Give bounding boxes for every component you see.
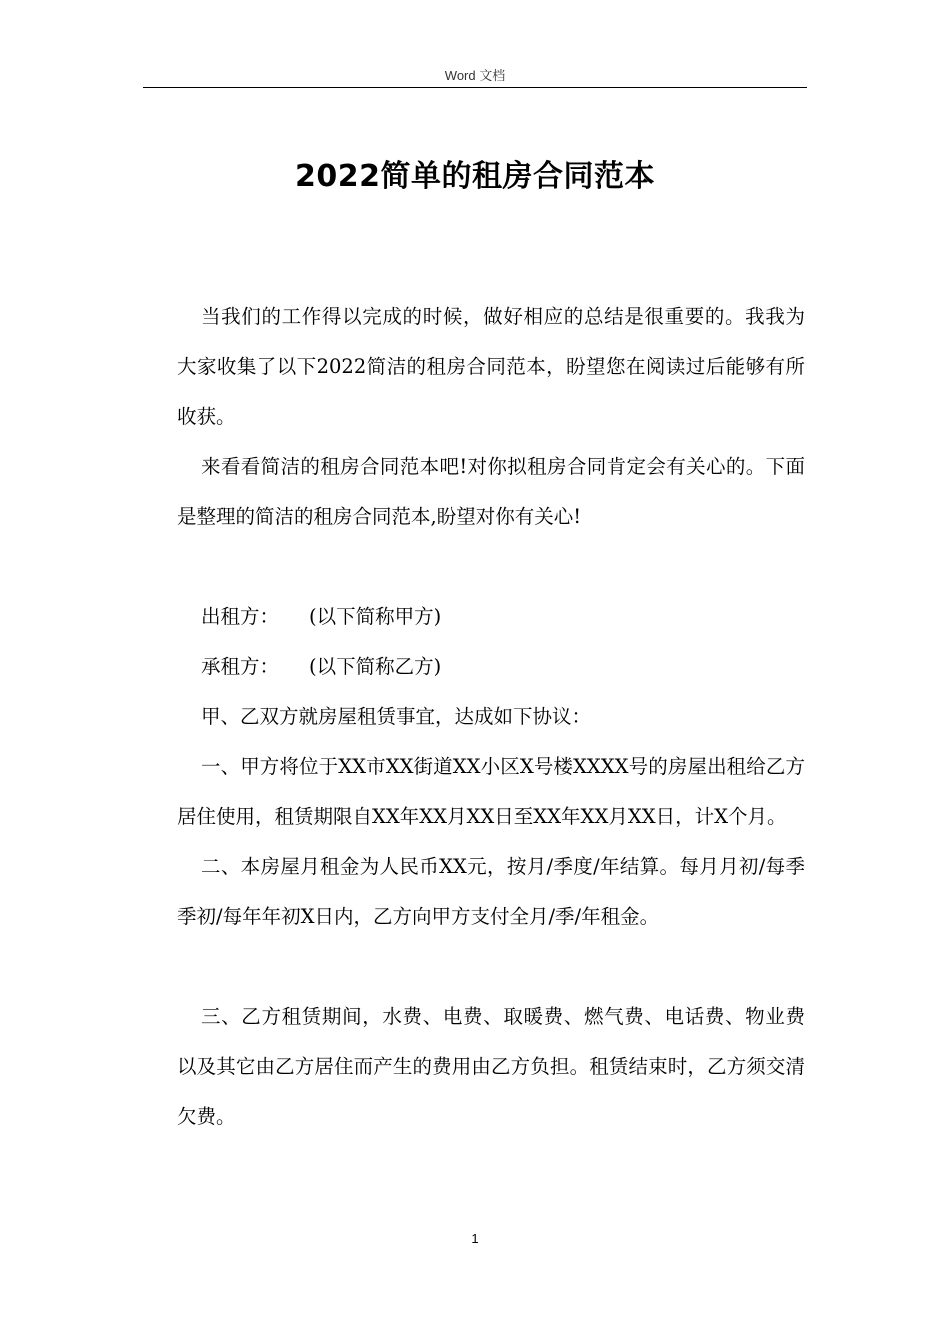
clause-1: 一、甲方将位于XX市XX街道XX小区X号楼XXXX号的房屋出租给乙方居住使用，租赁期限自XX年XX月XX日至XX年XX月XX日，计X个月。	[177, 755, 805, 828]
clause-2: 二、本房屋月租金为人民币XX元，按月/季度/年结算。每月月初/每季季初/每年年初X日内，乙方向甲方支付全月/季/年租金。	[177, 855, 805, 928]
header-divider	[143, 87, 807, 88]
lessee-line	[177, 642, 805, 692]
lessee-label: 承租方：	[201, 655, 280, 678]
lessee-note: (以下简称乙方)	[309, 655, 442, 678]
blank-line	[177, 942, 805, 992]
lessor-note: (以下简称甲方)	[309, 605, 442, 628]
intro-paragraph-2: 来看看简洁的租房合同范本吧!对你拟租房合同肯定会有关心的。下面是整理的简洁的租房合同范本,盼望对你有关心!	[177, 455, 805, 528]
agreement-paragraph: 甲、乙双方就房屋租赁事宜，达成如下协议：	[201, 705, 592, 728]
lessor-line	[177, 592, 805, 642]
document-title: 2022简单的租房合同范本	[295, 159, 655, 194]
intro-paragraph-1: 当我们的工作得以完成的时候，做好相应的总结是很重要的。我我为大家收集了以下2022简洁的租房合同范本，盼望您在阅读过后能够有所收获。	[177, 305, 805, 428]
document-body	[177, 292, 805, 1142]
clause-3: 三、乙方租赁期间，水费、电费、取暖费、燃气费、电话费、物业费以及其它由乙方居住而产生的费用由乙方负担。租赁结束时，乙方须交清欠费。	[177, 1005, 805, 1128]
page-number: 1	[471, 1231, 479, 1246]
blank-line	[177, 542, 805, 592]
lessor-label: 出租方：	[201, 605, 280, 628]
page-header: Word 文档	[444, 68, 506, 83]
